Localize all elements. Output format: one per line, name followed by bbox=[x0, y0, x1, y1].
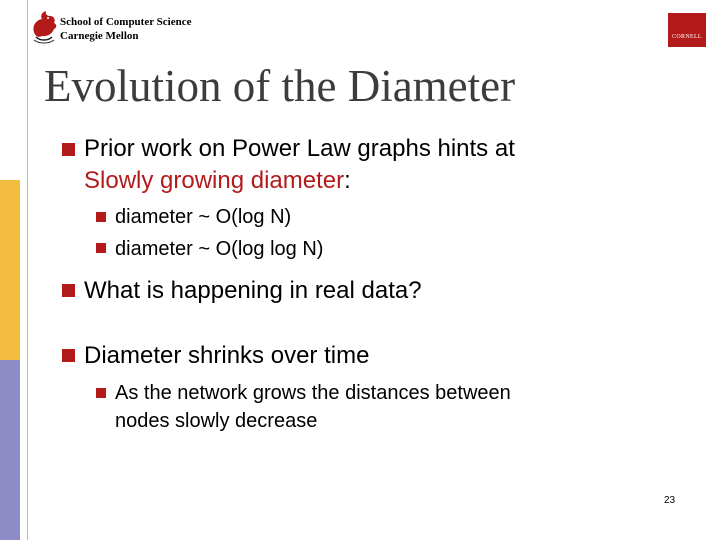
cornell-logo-text: CORNELL bbox=[672, 34, 702, 40]
left-bar-gold-segment bbox=[0, 180, 20, 360]
bullet-1-line-2 bbox=[84, 166, 351, 196]
scs-griffin-logo-icon bbox=[30, 10, 58, 44]
page-number: 23 bbox=[664, 495, 676, 506]
bullet-3: Diameter shrinks over time bbox=[84, 342, 370, 369]
sub-bullet-2: diameter ~ O(log log N) bbox=[115, 238, 324, 260]
bullet-1-highlight: Slowly growing diameter bbox=[84, 167, 345, 194]
bullet-square-icon bbox=[62, 284, 75, 297]
left-bar-purple-segment bbox=[0, 360, 20, 540]
header-school: School of Computer Science bbox=[60, 16, 192, 28]
bullet-1-colon: : bbox=[344, 167, 351, 194]
sub-bullet-square-icon bbox=[96, 388, 106, 398]
bullet-square-icon bbox=[62, 143, 75, 156]
left-bar-white-segment bbox=[0, 0, 20, 180]
left-divider-line bbox=[27, 0, 28, 540]
bullet-1-line-1: Prior work on Power Law graphs hints at bbox=[84, 135, 515, 162]
sub-bullet-square-icon bbox=[96, 212, 106, 222]
sub-bullet-1: diameter ~ O(log N) bbox=[115, 206, 292, 228]
header-university: Carnegie Mellon bbox=[60, 30, 139, 42]
header-text bbox=[60, 15, 191, 43]
bullet-square-icon bbox=[62, 349, 75, 362]
cornell-logo bbox=[668, 13, 706, 47]
sub-bullet-3-line-2: nodes slowly decrease bbox=[115, 410, 318, 432]
left-color-bar bbox=[0, 0, 20, 540]
bullet-2: What is happening in real data? bbox=[84, 277, 422, 304]
slide-title: Evolution of the Diameter bbox=[44, 61, 516, 111]
sub-bullet-square-icon bbox=[96, 243, 106, 253]
sub-bullet-3-line-1: As the network grows the distances between bbox=[115, 382, 511, 404]
